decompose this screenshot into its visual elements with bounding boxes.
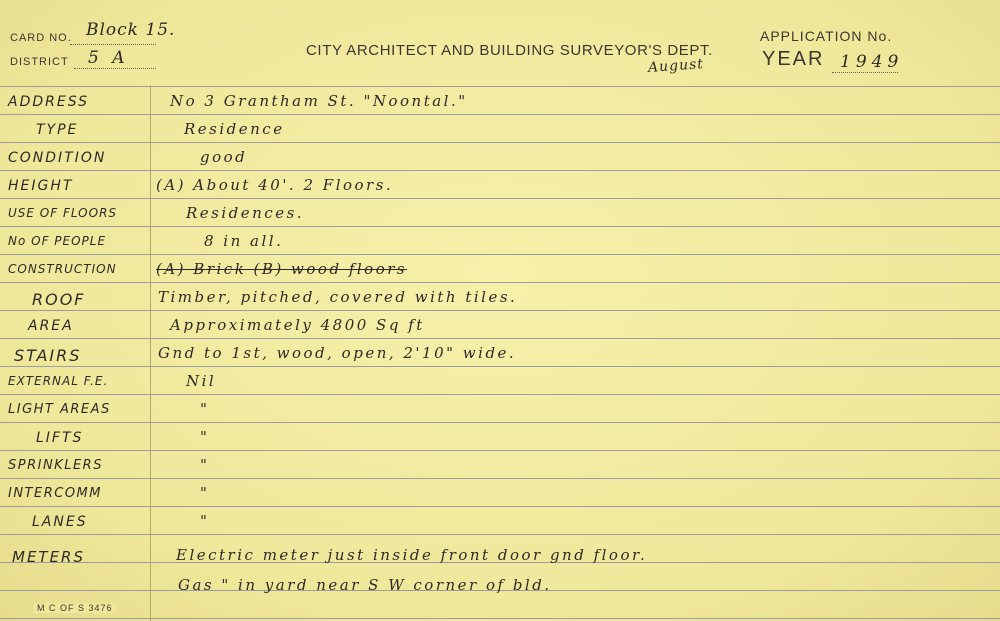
card-no-value: Block 15. xyxy=(86,20,176,40)
row-label-external-fe: EXTERNAL F.E. xyxy=(8,374,109,388)
year-label: YEAR xyxy=(762,48,825,70)
district-value: 5 A xyxy=(88,48,129,68)
row-label-use-of-floors: USE OF FLOORS xyxy=(8,206,118,220)
value-condition: good xyxy=(200,148,248,166)
row-label-type: TYPE xyxy=(36,122,79,138)
row-label-sprinklers: SPRINKLERS xyxy=(8,458,103,473)
row-label-stairs: STAIRS xyxy=(14,346,82,365)
value-height: (A) About 40'. 2 Floors. xyxy=(156,176,394,194)
value-intercomm: " xyxy=(200,484,210,502)
row-label-light-areas: LIGHT AREAS xyxy=(8,402,111,417)
row-label-intercomm: INTERCOMM xyxy=(8,486,102,501)
value-address: No 3 Grantham St. "Noontal." xyxy=(170,92,468,110)
ruled-line xyxy=(0,114,1000,115)
district-underline xyxy=(74,68,156,70)
ruled-line xyxy=(0,450,1000,451)
value-lanes: " xyxy=(200,512,210,530)
value-meters-electric: Electric meter just inside front door gnd floor. xyxy=(176,546,648,564)
value-type: Residence xyxy=(184,120,285,138)
ruled-line xyxy=(0,534,1000,535)
ruled-line xyxy=(0,254,1000,255)
row-label-construction: CONSTRUCTION xyxy=(8,262,117,276)
form-code: M C OF S 3476 xyxy=(34,603,116,613)
ruled-line xyxy=(0,170,1000,171)
column-divider xyxy=(150,85,151,621)
row-label-roof: ROOF xyxy=(32,290,86,309)
ruled-line xyxy=(0,86,1000,87)
card-no-underline xyxy=(70,44,156,46)
value-no-of-people: 8 in all. xyxy=(204,232,284,250)
department-title: CITY ARCHITECT AND BUILDING SURVEYOR'S DEPT. xyxy=(306,42,713,59)
year-value: 1949 xyxy=(840,52,904,72)
value-area: Approximately 4800 Sq ft xyxy=(170,316,425,334)
value-meters-gas: Gas " in yard near S W corner of bld. xyxy=(178,576,552,594)
ruled-line xyxy=(0,366,1000,367)
ruled-line xyxy=(0,478,1000,479)
row-label-lanes: LANES xyxy=(32,514,88,530)
row-label-lifts: LIFTS xyxy=(36,430,84,446)
district-label: DISTRICT xyxy=(10,56,69,68)
value-stairs: Gnd to 1st, wood, open, 2'10" wide. xyxy=(158,344,517,362)
row-label-no-of-people: No OF PEOPLE xyxy=(8,234,107,248)
card-no-label: CARD NO. xyxy=(10,32,72,44)
ruled-line xyxy=(0,282,1000,283)
ruled-line xyxy=(0,422,1000,423)
row-label-meters: METERS xyxy=(12,548,86,566)
ruled-line xyxy=(0,394,1000,395)
month-value: August xyxy=(647,56,705,76)
ruled-line xyxy=(0,338,1000,339)
value-external-fe: Nil xyxy=(186,372,217,390)
ruled-line xyxy=(0,198,1000,199)
value-roof: Timber, pitched, covered with tiles. xyxy=(158,288,518,306)
row-label-condition: CONDITION xyxy=(8,150,107,166)
ruled-line xyxy=(0,506,1000,507)
value-sprinklers: " xyxy=(200,456,210,474)
row-label-height: HEIGHT xyxy=(8,178,74,194)
year-underline xyxy=(832,72,898,74)
value-light-areas: " xyxy=(200,400,210,418)
row-label-area: AREA xyxy=(28,318,74,334)
ruled-line xyxy=(0,226,1000,227)
row-label-address: ADDRESS xyxy=(8,94,89,110)
ruled-line xyxy=(0,618,1000,619)
value-construction: (A) Brick (B) wood floors xyxy=(156,260,408,278)
ruled-line xyxy=(0,310,1000,311)
value-lifts: " xyxy=(200,428,210,446)
application-no-label: APPLICATION No. xyxy=(760,28,893,44)
ruled-line xyxy=(0,142,1000,143)
value-use-of-floors: Residences. xyxy=(186,204,305,222)
